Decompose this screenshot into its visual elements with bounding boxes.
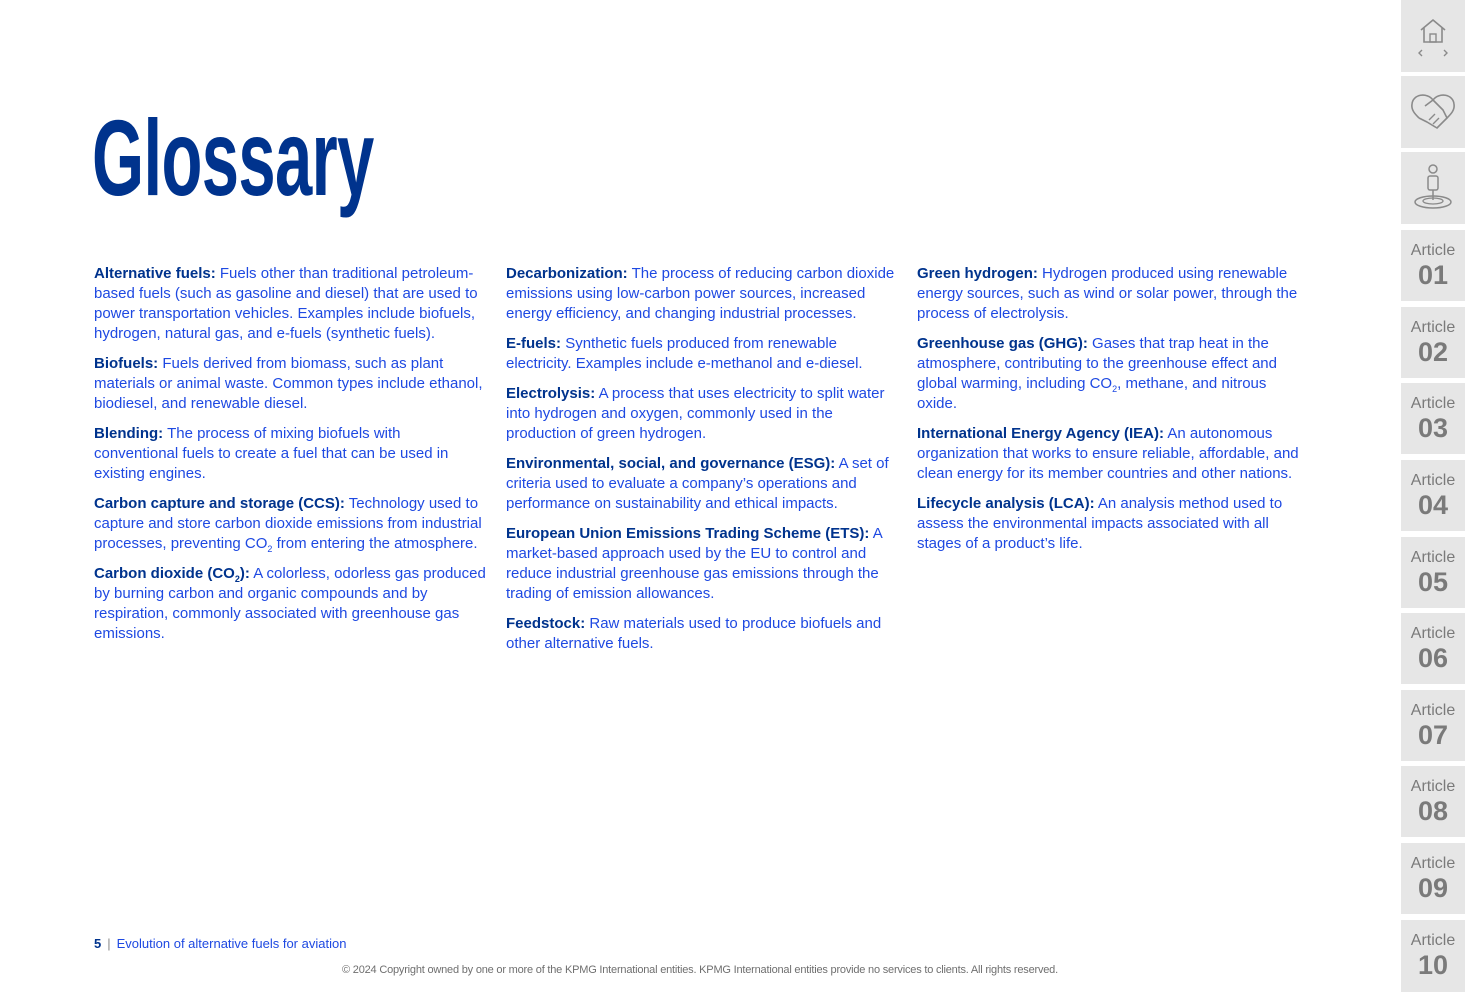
glossary-term: Feedstock: [506, 615, 586, 632]
glossary-column-3 [917, 264, 1307, 564]
article-number: 05 [1417, 566, 1449, 597]
glossary-term: Lifecycle analysis (LCA): [917, 495, 1095, 512]
home-nav-button[interactable] [1401, 0, 1465, 72]
glossary-definition: The process of reducing carbon dioxide emissions using low-carbon power sources, increased energy efficiency, and changing industrial processes. [506, 265, 895, 322]
glossary-definition: A set of criteria used to evaluate a company’s operations and performance on sustainability and ethical impacts. [506, 455, 889, 512]
footer-separator: | [107, 936, 111, 951]
glossary-term: Environmental, social, and governance (ESG): [506, 455, 836, 472]
article-label: Article [1410, 932, 1456, 949]
article-label: Article [1410, 471, 1456, 489]
article-label: Article [1410, 777, 1456, 795]
glossary-entry [94, 354, 486, 414]
article-tab-05[interactable] [1401, 537, 1465, 608]
handshake-icon [1407, 90, 1459, 134]
article-tab-03[interactable] [1401, 383, 1465, 454]
subscript: 2 [1112, 384, 1118, 394]
glossary-entry [94, 264, 486, 344]
article-number: 02 [1417, 336, 1449, 367]
glossary-entry [94, 564, 486, 644]
glossary-definition: A colorless, odorless gas produced by burning carbon and organic compounds and by respiration, commonly associated with greenhouse gas emissions. [94, 565, 486, 642]
article-tab-04[interactable] [1401, 460, 1465, 531]
glossary-entry [917, 424, 1307, 484]
article-number: 07 [1417, 719, 1449, 750]
article-label: Article [1410, 318, 1456, 336]
glossary-term: Greenhouse gas (GHG): [917, 335, 1088, 352]
handshake-nav-button[interactable] [1401, 76, 1465, 148]
glossary-term: Carbon capture and storage (CCS): [94, 495, 345, 512]
article-number: 06 [1417, 642, 1449, 673]
article-label: Article [1410, 241, 1456, 259]
glossary-term: Biofuels: [94, 355, 159, 372]
page-number: 5 [94, 936, 102, 951]
term-text: Carbon dioxide (CO [94, 565, 235, 582]
article-number: 08 [1417, 795, 1449, 826]
article-tab-08[interactable] [1401, 766, 1465, 837]
glossary-term: Alternative fuels: [94, 265, 216, 282]
glossary-entry [506, 524, 898, 604]
article-tab-02[interactable] [1401, 307, 1465, 378]
glossary-column-2 [506, 264, 898, 664]
glossary-term: International Energy Agency (IEA): [917, 425, 1164, 442]
definition-text: from entering the atmosphere. [272, 535, 478, 552]
home-icon [1413, 12, 1453, 60]
glossary-term: E-fuels: [506, 335, 562, 352]
definition-text: Gases that trap heat in the atmosphere, contributing to the greenhouse effect and global warming, including CO [917, 335, 1277, 392]
copyright-notice: © 2024 Copyright owned by one or more of the KPMG International entities. KPMG International entities provide no services to clients. All rights reserved. [342, 964, 1058, 976]
article-tab-01[interactable] [1401, 230, 1465, 301]
article-tab-06[interactable] [1401, 613, 1465, 684]
people-nav-button[interactable] [1401, 152, 1465, 224]
glossary-term: Green hydrogen: [917, 265, 1038, 282]
glossary-entry [917, 494, 1307, 554]
glossary-term: Electrolysis: [506, 385, 596, 402]
page-title: Glossary [92, 97, 374, 218]
glossary-entry [506, 454, 898, 514]
definition-text: , methane, and nitrous oxide. [917, 375, 1267, 412]
section-nav-sidebar [1401, 0, 1465, 992]
article-number: 01 [1417, 259, 1449, 290]
glossary-entry [94, 494, 486, 554]
article-label: Article [1410, 624, 1456, 642]
glossary-entry [94, 424, 486, 484]
person-on-target-icon [1411, 162, 1455, 214]
glossary-entry [917, 264, 1307, 324]
glossary-definition: Fuels derived from biomass, such as plant materials or animal waste. Common types include ethanol, biodiesel, and renewable diesel. [94, 355, 483, 412]
article-label: Article [1410, 854, 1456, 872]
article-number: 09 [1417, 872, 1449, 903]
article-tab-07[interactable] [1401, 690, 1465, 761]
page-footer [94, 935, 346, 953]
article-number: 04 [1417, 489, 1449, 520]
glossary-column-1 [94, 264, 486, 654]
glossary-definition: A market-based approach used by the EU to control and reduce industrial greenhouse gas emissions through the trading of emission allowances. [506, 525, 882, 602]
article-label: Article [1410, 701, 1456, 719]
definition-text: Technology used to capture and store carbon dioxide emissions from industrial processes, preventing CO [94, 495, 482, 552]
article-label: Article [1410, 394, 1456, 412]
glossary-entry [506, 384, 898, 444]
glossary-entry [506, 614, 898, 654]
glossary-definition: Raw materials used to produce biofuels and other alternative fuels. [506, 615, 882, 652]
glossary-definition: An autonomous organization that works to ensure reliable, affordable, and clean energy for its member countries and other nations. [917, 425, 1299, 482]
subscript: 2 [267, 544, 273, 554]
article-tab-10[interactable] [1401, 920, 1465, 992]
article-tab-09[interactable] [1401, 843, 1465, 914]
glossary-definition: An analysis method used to assess the environmental impacts associated with all stages of a product’s life. [917, 495, 1283, 552]
glossary-entry [506, 264, 898, 324]
glossary-definition: A process that uses electricity to split water into hydrogen and oxygen, commonly used in the production of green hydrogen. [506, 385, 885, 442]
glossary-definition: Hydrogen produced using renewable energy sources, such as wind or solar power, through the process of electrolysis. [917, 265, 1298, 322]
glossary-term: European Union Emissions Trading Scheme (ETS): [506, 525, 870, 542]
glossary-term: Decarbonization: [506, 265, 628, 282]
glossary-definition: The process of mixing biofuels with conventional fuels to create a fuel that can be used in existing engines. [94, 425, 449, 482]
glossary-definition: Synthetic fuels produced from renewable electricity. Examples include e-methanol and e-diesel. [506, 335, 863, 372]
article-label: Article [1410, 548, 1456, 566]
document-title-link[interactable]: Evolution of alternative fuels for aviation [116, 936, 347, 951]
article-number: 03 [1417, 412, 1449, 443]
subscript: 2 [234, 574, 240, 584]
glossary-entry [917, 334, 1307, 414]
glossary-definition: Fuels other than traditional petroleum-based fuels (such as gasoline and diesel) that are used to power transportation vehicles. Examples include biofuels, hydrogen, natural gas, and e-fuels (synthetic fuels). [94, 265, 478, 342]
glossary-term: Blending: [94, 425, 164, 442]
glossary-entry [506, 334, 898, 374]
glossary-term [94, 565, 250, 582]
article-number: 10 [1417, 950, 1449, 980]
term-text: ): [239, 565, 250, 582]
